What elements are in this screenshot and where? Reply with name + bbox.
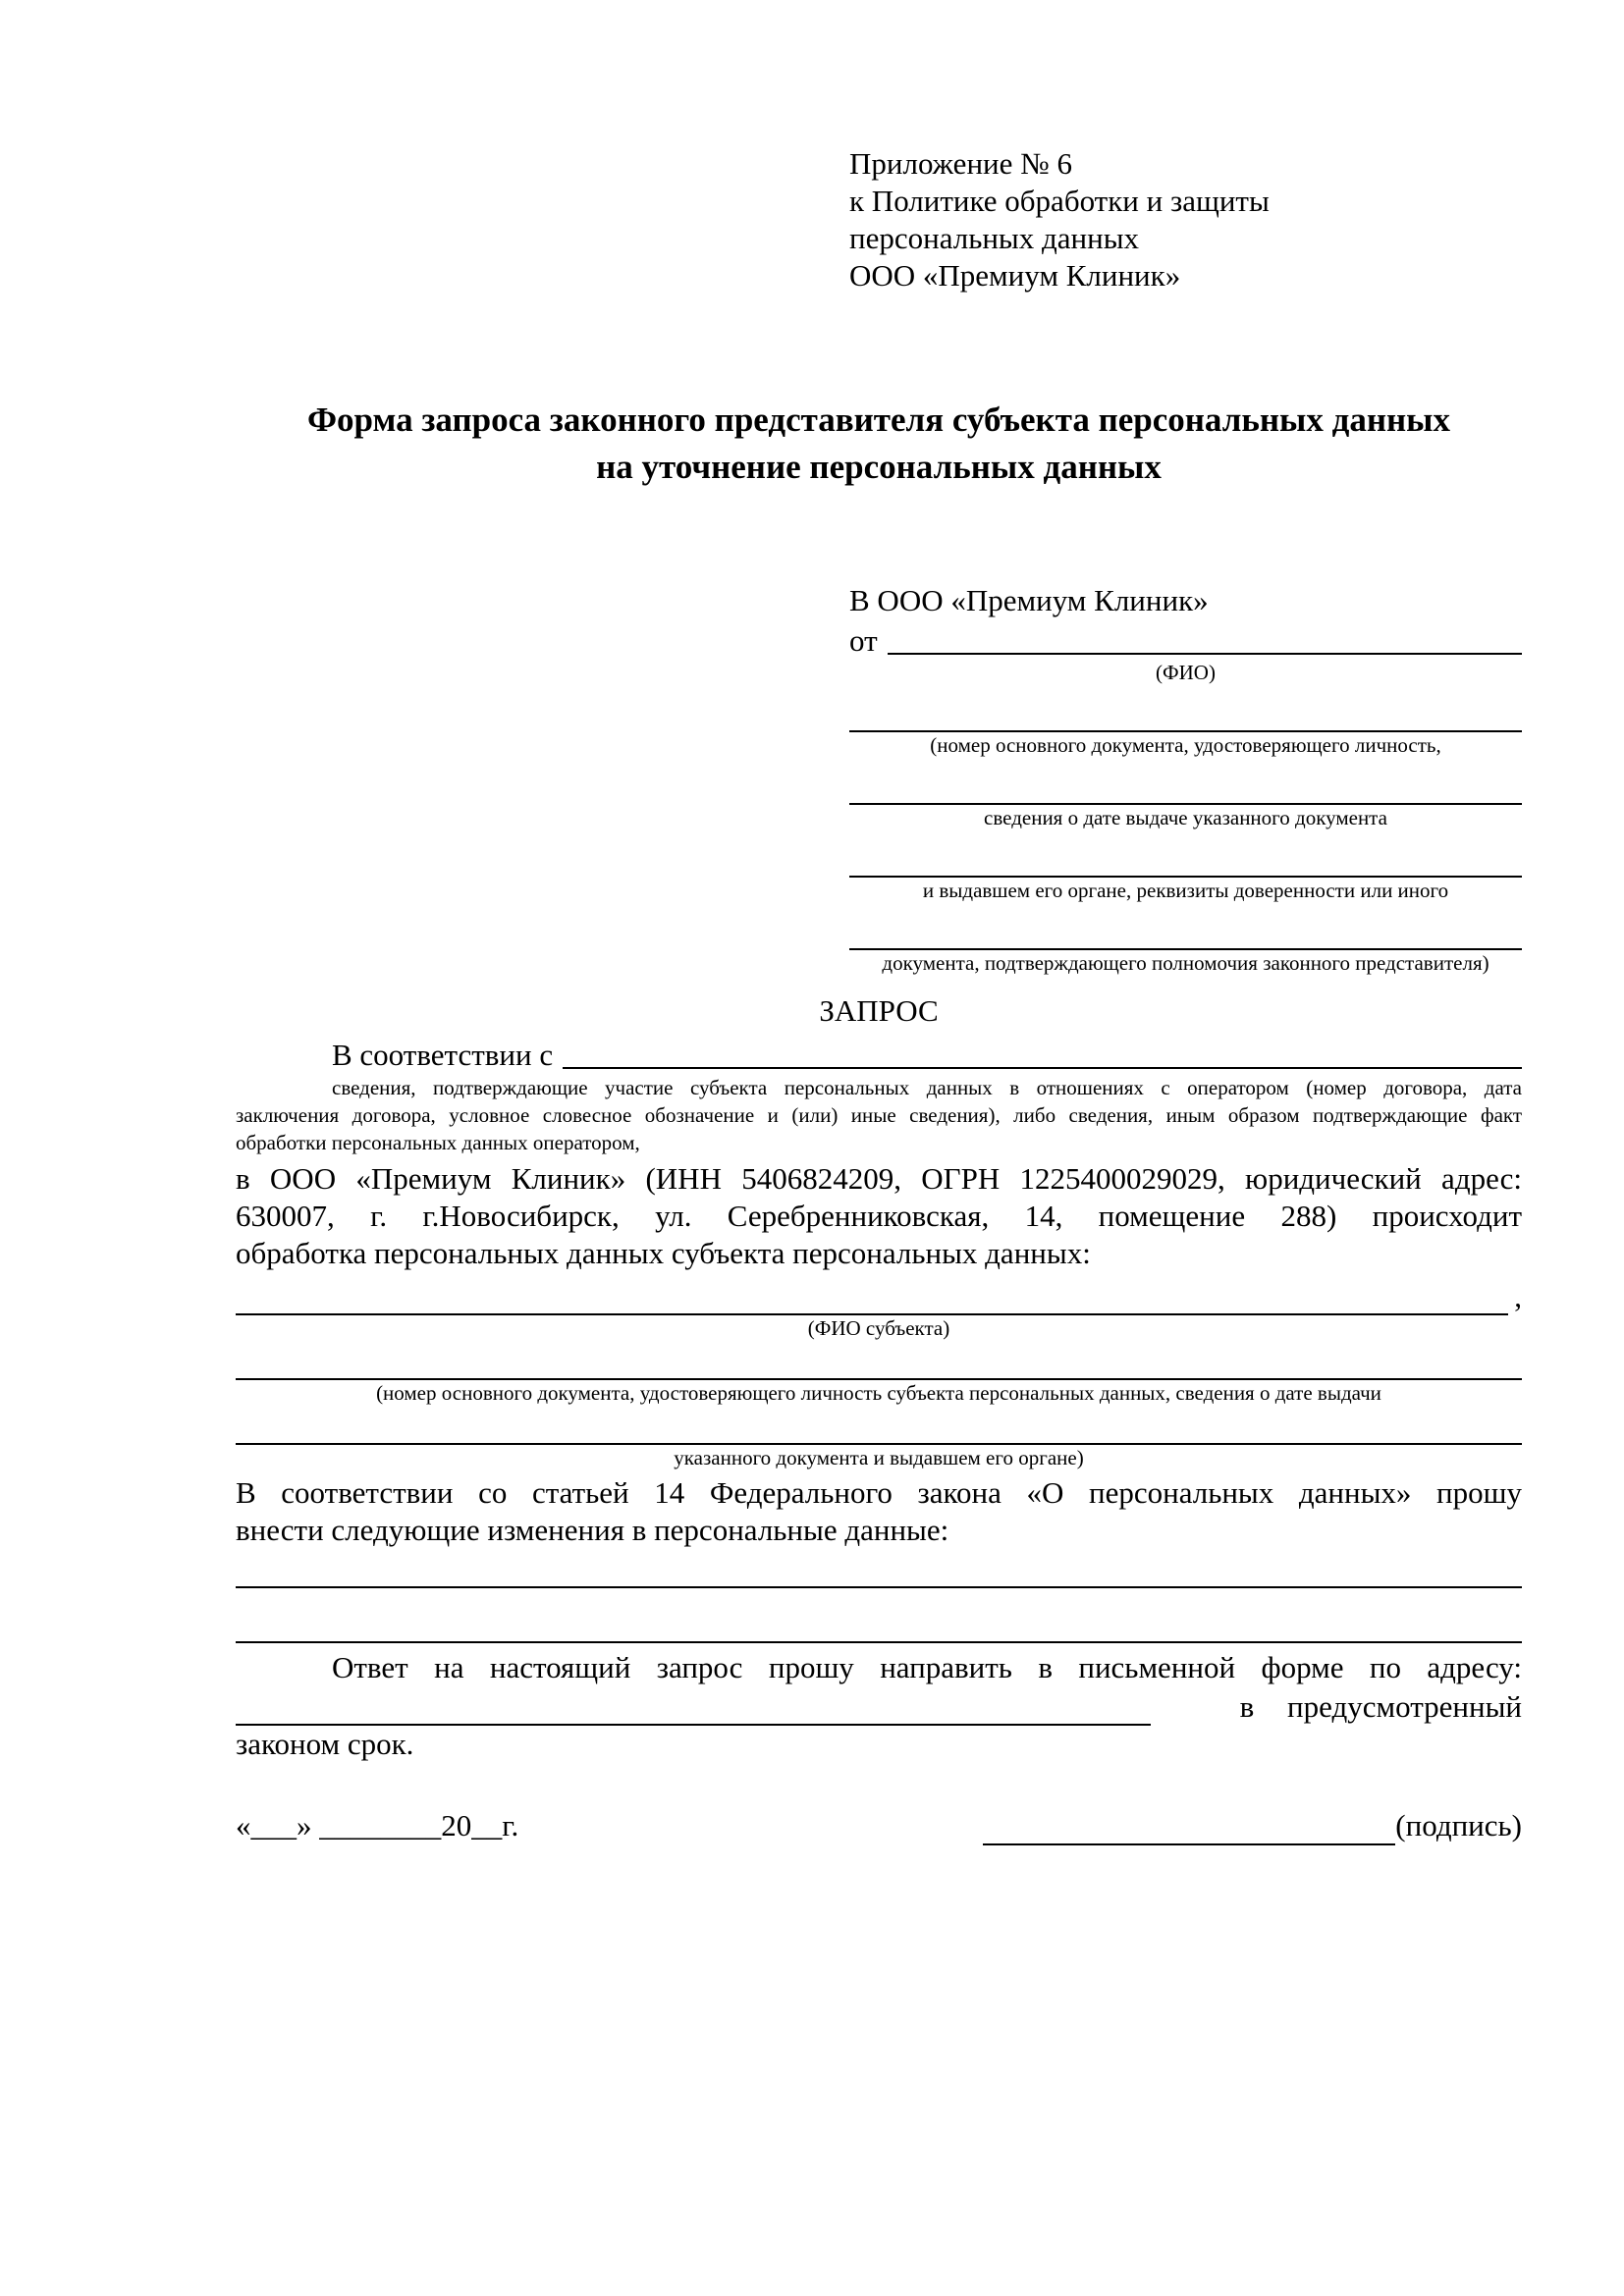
- representative-doc-blank-line-3: [849, 838, 1522, 878]
- representative-doc-blank-line-1: [849, 693, 1522, 732]
- signature-caption: (подпись): [1395, 1808, 1522, 1842]
- appendix-line-3: персональных данных: [849, 221, 1140, 255]
- law-paragraph: [236, 1474, 1522, 1549]
- intro-label: В соответствии с: [332, 1038, 554, 1072]
- intro-fine-print-line-2: заключения договора, условное словесное обозначение и (или) иные сведения), либо сведения, иным образом подтверждающие факт: [236, 1103, 1522, 1127]
- footer-row: [236, 1806, 1522, 1845]
- representative-doc-blank-line-2: [849, 766, 1522, 805]
- changes-blank-line-2: [236, 1602, 1522, 1643]
- document-title: [236, 397, 1522, 491]
- intro-fine-print-line-3: обработки персональных данных оператором,: [236, 1131, 640, 1154]
- answer-paragraph: [236, 1649, 1522, 1763]
- date-blank: «___» ________20__г.: [236, 1808, 519, 1842]
- operator-paragraph-line-3: обработка персональных данных субъекта персональных данных:: [236, 1236, 1091, 1270]
- appendix-header: [849, 145, 1522, 294]
- representative-doc-blank-line-4: [849, 911, 1522, 950]
- appendix-line-4: ООО «Премиум Клиник»: [849, 258, 1181, 293]
- appendix-line-2: к Политике обработки и защиты: [849, 184, 1270, 218]
- representative-doc-caption-3: и выдавшем его органе, реквизиты доверенности или иного: [922, 879, 1449, 902]
- answer-address-row: [236, 1686, 1522, 1726]
- intro-fine-print-line-1: сведения, подтверждающие участие субъекта персональных данных в отношениях с оператором (номер договора, дата: [332, 1076, 1522, 1099]
- intro-blank-line: [563, 1067, 1522, 1069]
- request-heading: ЗАПРОС: [819, 993, 939, 1028]
- intro-fine-print: [236, 1074, 1522, 1156]
- operator-paragraph: [236, 1160, 1522, 1272]
- subject-doc-blank-line-1: [236, 1349, 1522, 1380]
- from-label: от: [849, 623, 878, 658]
- subject-doc-caption-1: (номер основного документа, удостоверяющего личность субъекта персональных данных, сведения о дате выдачи: [376, 1381, 1381, 1405]
- changes-blank-line-1: [236, 1561, 1522, 1588]
- operator-paragraph-line-1: в ООО «Премиум Клиник» (ИНН 5406824209, ОГРН 1225400029029, юридический адрес:: [236, 1161, 1522, 1196]
- document-title-line-2: на уточнение персональных данных: [596, 448, 1162, 486]
- from-blank-line: [888, 653, 1522, 655]
- from-row: [849, 620, 1522, 660]
- addressee-block: [849, 581, 1522, 976]
- fio-caption: (ФИО): [1156, 661, 1216, 684]
- answer-paragraph-line-2-text: в предусмотренный: [1239, 1689, 1522, 1724]
- subject-doc-blank-line-2: [236, 1414, 1522, 1445]
- signature-blank-line: [983, 1810, 1395, 1845]
- law-paragraph-line-1: В соответствии со статьей 14 Федерального закона «О персональных данных» прошу: [236, 1475, 1522, 1510]
- addressee-to: В ООО «Премиум Клиник»: [849, 583, 1209, 617]
- document-title-line-1: Форма запроса законного представителя субъекта персональных данных: [307, 400, 1450, 439]
- request-intro-row: [236, 1035, 1522, 1074]
- representative-doc-caption-1: (номер основного документа, удостоверяющего личность,: [930, 733, 1441, 757]
- appendix-line-1: Приложение № 6: [849, 146, 1072, 181]
- operator-paragraph-line-2: 630007, г. г.Новосибирск, ул. Серебренниковская, 14, помещение 288) происходит: [236, 1199, 1522, 1233]
- subject-fio-row: [236, 1279, 1522, 1315]
- trailing-comma: ,: [1514, 1279, 1522, 1313]
- representative-doc-caption-2: сведения о дате выдаче указанного документа: [984, 806, 1387, 829]
- subject-fio-caption: (ФИО субъекта): [807, 1316, 950, 1340]
- address-blank-line: [236, 1692, 1151, 1726]
- answer-paragraph-line-1: Ответ на настоящий запрос прошу направить в письменной форме по адресу:: [332, 1650, 1522, 1684]
- representative-doc-caption-4: документа, подтверждающего полномочия законного представителя): [882, 951, 1489, 975]
- subject-doc-caption-2: указанного документа и выдавшем его органе): [674, 1446, 1084, 1469]
- law-paragraph-line-2: внести следующие изменения в персональные данные:: [236, 1513, 949, 1547]
- answer-paragraph-line-3: законом срок.: [236, 1727, 414, 1761]
- signature-block: [983, 1806, 1522, 1845]
